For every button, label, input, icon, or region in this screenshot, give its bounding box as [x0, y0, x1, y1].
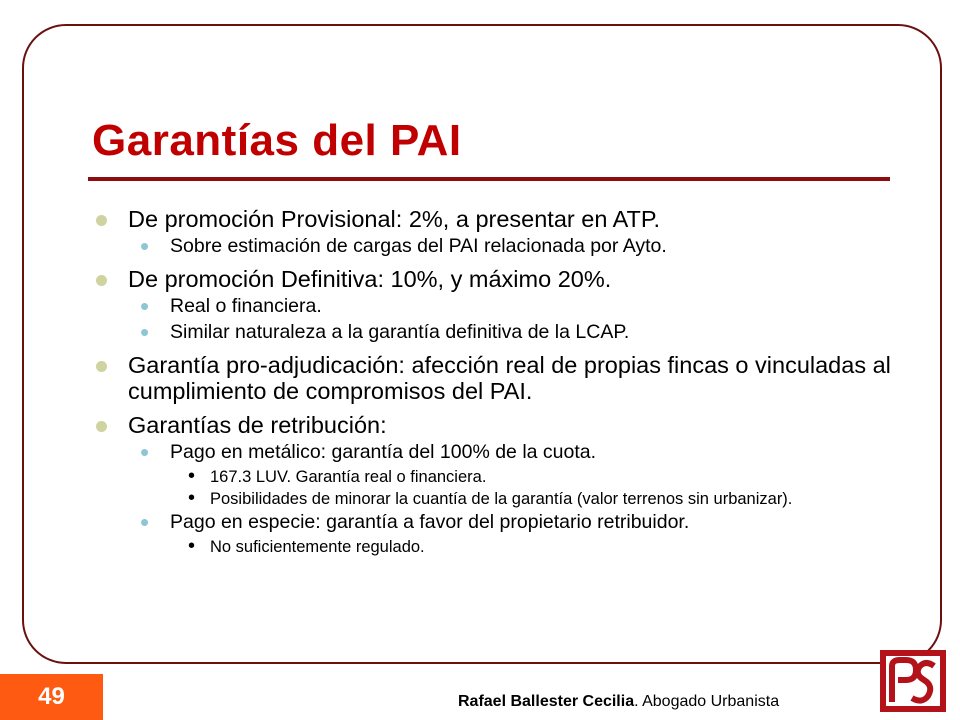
- list-item-text: Posibilidades de minorar la cuantía de la garantía (valor terrenos sin urbanizar).: [210, 490, 793, 508]
- bullet-icon: [96, 421, 107, 432]
- bullet-icon: •: [140, 317, 150, 347]
- list-item-text: Pago en especie: garantía a favor del propietario retribuidor.: [170, 511, 690, 533]
- bullet-icon: •: [140, 291, 150, 321]
- bullet-icon: •: [188, 487, 196, 509]
- ps-logo-glyph-icon: [886, 656, 940, 706]
- page-number: 49: [38, 683, 65, 710]
- bullet-icon: [96, 361, 107, 372]
- bullet-icon: •: [140, 231, 150, 261]
- ps-logo-icon: [880, 650, 946, 712]
- list-item-text: Real o financiera.: [170, 295, 322, 317]
- list-item-text: De promoción Provisional: 2%, a presentar en ATP.: [128, 206, 661, 232]
- footer-credit: [458, 693, 779, 711]
- list-item-text: Pago en metálico: garantía del 100% de la cuota.: [170, 441, 597, 463]
- list-item-text: 167.3 LUV. Garantía real o financiera.: [210, 468, 487, 486]
- list-item: [90, 317, 900, 347]
- footer-role: . Abogado Urbanista: [634, 693, 780, 710]
- list-item: [90, 352, 900, 404]
- list-item-text: Sobre estimación de cargas del PAI relacionada por Ayto.: [170, 235, 667, 257]
- slide-title: Garantías del PAI: [92, 116, 462, 165]
- list-item: [90, 535, 900, 557]
- list-item: [90, 291, 900, 321]
- list-item-text: Similar naturaleza a la garantía definitiva de la LCAP.: [170, 321, 630, 343]
- list-item-text: De promoción Definitiva: 10%, y máximo 20%.: [128, 266, 612, 292]
- list-item-text: Garantía pro-adjudicación: afección real de propias fincas o vinculadas al cumplimiento de compromisos del PAI.: [128, 352, 891, 404]
- bullet-icon: •: [188, 535, 196, 557]
- list-item: [90, 412, 900, 438]
- list-item: [90, 231, 900, 261]
- list-item: [90, 206, 900, 232]
- bullet-icon: •: [140, 437, 150, 467]
- bullet-list: [90, 198, 900, 556]
- bullet-icon: [96, 215, 107, 226]
- footer-author: Rafael Ballester Cecilia: [458, 693, 635, 710]
- bullet-icon: [96, 275, 107, 286]
- bullet-icon: •: [140, 507, 150, 537]
- list-item-text: No suficientemente regulado.: [210, 538, 425, 556]
- list-item: [90, 266, 900, 292]
- bullet-icon: •: [188, 465, 196, 487]
- title-divider: [88, 177, 890, 181]
- list-item: [90, 465, 900, 487]
- list-item: [90, 507, 900, 537]
- list-item: [90, 437, 900, 467]
- list-item-text: Garantías de retribución:: [128, 412, 387, 438]
- list-item: [90, 487, 900, 509]
